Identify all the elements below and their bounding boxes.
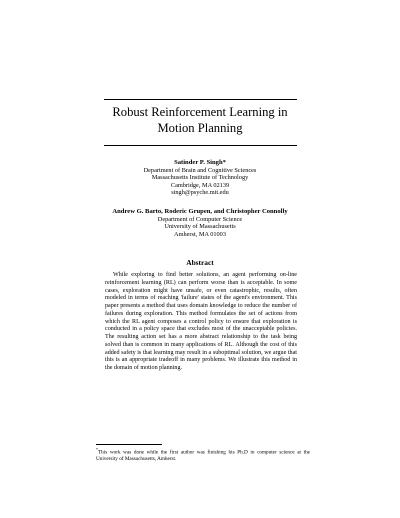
affiliation-line: Amherst, MA 01003 xyxy=(174,230,226,238)
affiliation-line: Massachusetts Institute of Technology xyxy=(151,174,249,182)
affiliation-line: Department of Brain and Cognitive Sciences xyxy=(143,166,257,174)
paper-title xyxy=(70,104,330,136)
title-top-rule xyxy=(104,99,297,100)
footnote-mark: * xyxy=(96,447,98,452)
footnote-rule xyxy=(96,444,162,445)
title-line-2: Motion Planning xyxy=(157,121,243,135)
affiliation-line: Department of Computer Science xyxy=(157,215,243,223)
author-block-1 xyxy=(60,159,340,197)
author-email: singh@psyche.mit.edu xyxy=(171,189,229,197)
affiliation-line: University of Massachusetts xyxy=(164,223,236,231)
author-name: Andrew G. Barto, Roderic Grupen, and Christopher Connolly xyxy=(112,208,288,215)
author-block-2 xyxy=(60,208,340,238)
abstract-heading: Abstract xyxy=(186,258,214,267)
title-line-1: Robust Reinforcement Learning in xyxy=(112,105,288,119)
title-bottom-rule xyxy=(104,145,297,146)
footnote xyxy=(96,447,310,463)
abstract-text: While exploring to find better solutions, an agent performing on-line reinforcement learning (RL) can perform worse than is acceptable. In some cases, exploration might have unsafe, or even catastrophic, results, often modeled in terms of reaching 'failure' states of the agent's environment. This paper presents a method that uses domain knowledge to reduce the number of failures during exploration. This method formulates the set of actions from which the RL agent composes a control policy to ensure that exploration is conducted in a policy space that excludes most of the unacceptable policies. The resulting action set has a more abstract relationship to the task being solved than is common in many applications of RL. Although the cost of this added safety is that learning may result in a suboptimal solution, we argue that this is an appropriate tradeoff in many problems. We illustrate this method in the domain of motion planning. xyxy=(105,272,297,371)
footnote-text: This work was done while the first author was finishing his Ph.D in computer science at the University of Massachusetts, Amherst. xyxy=(96,449,310,463)
affiliation-line: Cambridge, MA 02139 xyxy=(170,181,230,189)
abstract-body xyxy=(105,272,297,373)
author-name: Satinder P. Singh* xyxy=(174,159,226,166)
